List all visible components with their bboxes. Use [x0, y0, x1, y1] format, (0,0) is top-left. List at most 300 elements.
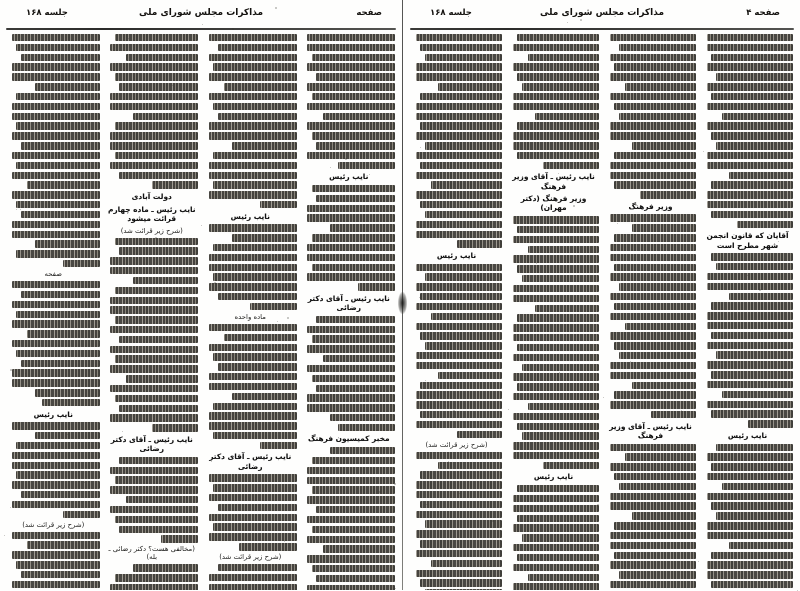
text-line: [307, 152, 395, 159]
text-line: [307, 122, 395, 129]
text-line: [312, 93, 395, 100]
text-line: [716, 512, 793, 519]
text-line: [16, 201, 99, 208]
text-line: [323, 545, 395, 552]
scan-speckle: [263, 366, 264, 367]
text-line: [416, 63, 502, 70]
text-line: [115, 152, 198, 159]
text-line: [707, 152, 793, 159]
text-line: [522, 432, 599, 439]
text-line: [513, 564, 599, 571]
text-line: [513, 295, 599, 302]
text-line: [610, 362, 696, 369]
text-line: [209, 533, 297, 540]
text-line: [707, 44, 793, 51]
text-line: [528, 574, 599, 581]
column-container-right: [408, 34, 796, 590]
text-line: [716, 263, 793, 270]
text-line: [513, 544, 599, 551]
text-line: [522, 534, 599, 541]
publication-title-left: مذاکرات مجلس شورای ملی: [138, 8, 264, 18]
text-line: [619, 571, 696, 578]
publication-title-right: مذاکرات مجلس شورای ملی: [539, 8, 665, 18]
text-line: [115, 476, 198, 483]
text-line: [416, 221, 502, 228]
text-line: [431, 313, 502, 320]
text-line: [232, 142, 297, 149]
speaker-heading: نایب رئیس: [230, 211, 270, 221]
text-line: [420, 579, 502, 586]
text-line: [126, 54, 198, 61]
text-line: [307, 345, 395, 352]
text-line: [711, 581, 793, 588]
text-line: [729, 293, 793, 300]
text-line: [416, 323, 502, 330]
scan-speckle: [288, 355, 290, 357]
text-line: [209, 162, 297, 169]
text-line: [110, 584, 198, 590]
text-line: [307, 516, 395, 523]
text-line: [614, 391, 696, 398]
text-line: [513, 442, 599, 449]
speaker-heading: نایب رئیس ـ آقای وزیر فرهنگ: [512, 172, 595, 191]
text-line: [457, 240, 503, 247]
text-line: [119, 247, 198, 254]
text-line: [115, 287, 198, 294]
speaker-heading: نایب رئیس: [436, 250, 477, 260]
text-line: [711, 502, 793, 509]
text-line: [610, 532, 696, 539]
text-line: [610, 581, 696, 588]
paragraph: [508, 485, 599, 590]
text-line: [209, 514, 297, 521]
speaker-heading: وزیر فرهنگ (دکتر مهران): [520, 194, 587, 213]
text-line: [232, 393, 297, 400]
text-line: [517, 423, 599, 430]
text-line: [513, 373, 599, 380]
text-line: [133, 277, 198, 284]
text-line: [610, 273, 696, 280]
scan-speckle: [617, 223, 618, 224]
text-line: [614, 552, 696, 559]
text-line: [625, 453, 696, 460]
text-line: [610, 401, 696, 408]
text-line: [307, 394, 395, 401]
text-line: [711, 371, 793, 378]
speaker-heading: نایب رئیس ـ آقای دکتر رضائی: [209, 452, 292, 471]
text-line: [312, 565, 395, 572]
text-line: [16, 44, 99, 51]
text-line: [420, 540, 502, 547]
text-line: [513, 324, 599, 331]
text-line: [517, 515, 599, 522]
inline-subheading: (شرح زیر قرائت شد): [120, 226, 183, 235]
text-line: [711, 132, 793, 139]
text-line: [707, 322, 793, 329]
text-line: [614, 152, 696, 159]
text-line: [707, 83, 793, 90]
text-line: [307, 365, 395, 372]
text-line: [425, 142, 502, 149]
column-container-left: [4, 34, 398, 590]
text-line: [711, 54, 793, 61]
text-line: [535, 113, 599, 120]
text-line: [218, 564, 297, 571]
text-line: [110, 365, 198, 372]
text-line: [416, 172, 502, 179]
text-line: [218, 504, 297, 511]
text-line: [416, 152, 502, 159]
text-line: [416, 264, 502, 271]
text-line: [312, 486, 395, 493]
text-line: [115, 395, 198, 402]
text-line: [307, 585, 395, 590]
text-line: [12, 481, 100, 488]
text-line: [420, 501, 502, 508]
text-line: [330, 224, 395, 231]
text-line: [312, 234, 395, 241]
text-line: [330, 447, 395, 454]
text-line: [12, 281, 100, 288]
text-line: [21, 211, 100, 218]
text-column: [505, 34, 602, 590]
text-line: [425, 520, 502, 527]
text-line: [716, 142, 793, 149]
text-line: [614, 234, 696, 241]
text-line: [517, 383, 599, 390]
text-line: [610, 444, 696, 451]
text-line: [619, 44, 696, 51]
text-line: [42, 399, 99, 406]
text-line: [420, 332, 502, 339]
text-line: [614, 63, 696, 70]
text-line: [416, 73, 502, 80]
speaker-heading: نایب رئیس: [533, 472, 574, 482]
text-line: [707, 283, 793, 290]
speaker-heading: نایب رئیس: [727, 430, 768, 440]
speaker-heading: نایب رئیس: [33, 409, 73, 419]
text-line: [209, 191, 297, 198]
text-line: [213, 152, 296, 159]
text-line: [707, 522, 793, 529]
text-line: [737, 221, 793, 228]
text-line: [513, 142, 599, 149]
text-line: [528, 246, 599, 253]
text-line: [528, 54, 599, 61]
text-column: [4, 34, 103, 590]
text-line: [63, 260, 100, 267]
scan-speckle: [580, 19, 582, 21]
page-header-right: [408, 6, 796, 27]
text-line: [513, 334, 599, 341]
text-line: [416, 113, 502, 120]
text-line: [16, 311, 99, 318]
text-line: [513, 354, 599, 361]
text-line: [416, 191, 502, 198]
text-line: [218, 44, 297, 51]
text-line: [12, 551, 100, 558]
scan-speckle: [426, 504, 427, 505]
speaker-heading: نایب رئیس ـ ماده چهارم قرائت میشود: [107, 204, 196, 223]
text-line: [218, 113, 297, 120]
text-line: [513, 255, 599, 262]
paragraph: [702, 253, 793, 427]
text-line: [716, 73, 793, 80]
inline-subheading: (شرح زیر قرائت شد): [425, 440, 488, 449]
paragraph: [508, 34, 599, 169]
text-line: [126, 496, 198, 503]
text-line: [416, 303, 502, 310]
text-line: [209, 283, 297, 290]
text-line: [420, 44, 502, 51]
text-line: [307, 34, 395, 41]
text-line: [707, 34, 793, 41]
text-line: [21, 142, 100, 149]
text-line: [16, 122, 99, 129]
text-line: [115, 316, 198, 323]
text-line: [307, 244, 395, 251]
text-line: [420, 411, 502, 418]
paragraph: [411, 452, 502, 590]
text-line: [12, 379, 100, 386]
text-line: [21, 54, 100, 61]
text-line: [707, 191, 793, 198]
scan-speckle: [459, 493, 460, 494]
speaker-heading: نایب رئیس ـ آقای دکتر رضائی: [110, 434, 193, 454]
text-line: [110, 346, 198, 353]
text-line: [224, 334, 296, 341]
text-line: [722, 113, 793, 120]
text-line: [209, 172, 297, 179]
text-line: [12, 103, 100, 110]
text-line: [218, 293, 297, 300]
text-line: [614, 342, 696, 349]
paragraph: [605, 34, 696, 199]
text-line: [522, 83, 599, 90]
text-line: [416, 352, 502, 359]
text-line: [119, 336, 198, 343]
text-line: [610, 313, 696, 320]
text-line: [110, 306, 198, 313]
text-line: [610, 54, 696, 61]
text-line: [425, 54, 502, 61]
text-line: [517, 265, 599, 272]
scan-speckle: [232, 28, 234, 30]
text-line: [707, 342, 793, 349]
text-line: [416, 570, 502, 577]
scan-speckle: [419, 297, 420, 298]
scan-speckle: [214, 282, 216, 284]
text-line: [610, 332, 696, 339]
text-line: [722, 391, 793, 398]
text-line: [625, 83, 696, 90]
text-line: [543, 462, 599, 469]
text-line: [209, 122, 297, 129]
text-line: [213, 403, 296, 410]
text-line: [35, 240, 100, 247]
text-line: [307, 44, 395, 51]
text-line: [420, 93, 502, 100]
scan-speckle: [508, 409, 509, 410]
text-line: [21, 291, 100, 298]
text-line: [21, 571, 100, 578]
text-line: [213, 181, 296, 188]
text-line: [16, 442, 99, 449]
text-line: [307, 326, 395, 333]
text-column: [300, 34, 399, 590]
text-line: [420, 122, 502, 129]
text-line: [610, 122, 696, 129]
text-line: [610, 93, 696, 100]
text-line: [16, 162, 99, 169]
paragraph: [7, 532, 100, 590]
text-line: [513, 413, 599, 420]
text-line: [619, 483, 696, 490]
text-line: [12, 452, 100, 459]
text-line: [12, 301, 100, 308]
speaker-heading: نایب رئیس ـ آقای دکتر رضائی: [307, 293, 390, 313]
text-line: [651, 411, 697, 418]
text-line: [307, 83, 395, 90]
text-line: [614, 264, 696, 271]
text-line: [431, 560, 502, 567]
text-line: [416, 530, 502, 537]
text-line: [209, 54, 297, 61]
header-rule-left: [6, 28, 396, 30]
text-line: [110, 326, 198, 333]
text-line: [21, 491, 100, 498]
text-line: [110, 267, 198, 274]
text-line: [316, 575, 395, 582]
gutter-ink-blot: [398, 292, 407, 314]
scan-speckle: [492, 520, 494, 522]
scan-speckle: [420, 147, 421, 148]
text-column: [103, 34, 202, 590]
text-line: [110, 506, 198, 513]
text-line: [729, 172, 793, 179]
inline-subheading: ماده واحده: [234, 312, 266, 321]
text-line: [307, 103, 395, 110]
text-line: [517, 314, 599, 321]
paragraph: [702, 34, 793, 228]
text-line: [517, 344, 599, 351]
text-line: [416, 132, 502, 139]
scan-speckle: [277, 321, 278, 322]
inline-subheading: (شرح زیر قرائت شد): [22, 520, 85, 529]
text-line: [513, 495, 599, 502]
text-line: [115, 516, 198, 523]
text-line: [610, 542, 696, 549]
text-line: [35, 389, 100, 396]
text-line: [543, 162, 599, 169]
text-line: [632, 224, 696, 231]
text-line: [12, 152, 100, 159]
text-line: [416, 283, 502, 290]
text-line: [209, 224, 297, 231]
text-line: [307, 63, 395, 70]
scan-speckle: [155, 237, 157, 239]
text-line: [513, 132, 599, 139]
text-line: [213, 353, 296, 360]
text-line: [21, 360, 100, 367]
header-rule-right: [410, 28, 794, 30]
text-line: [213, 63, 296, 70]
paragraph: [7, 281, 100, 406]
text-line: [213, 484, 296, 491]
text-line: [420, 471, 502, 478]
text-line: [707, 273, 793, 280]
paragraph: [204, 324, 297, 449]
text-line: [307, 496, 395, 503]
text-line: [610, 463, 696, 470]
text-line: [416, 481, 502, 488]
text-line: [12, 231, 100, 238]
text-line: [517, 485, 599, 492]
text-line: [213, 103, 296, 110]
speaker-heading: نایب رئیس ـ آقای وزیر فرهنگ: [609, 421, 692, 440]
text-line: [517, 34, 599, 41]
paragraph: [605, 214, 696, 418]
text-line: [209, 574, 297, 581]
text-line: [119, 83, 198, 90]
paragraph: [204, 474, 297, 550]
text-line: [614, 303, 696, 310]
text-line: [312, 264, 395, 271]
text-line: [358, 283, 395, 290]
text-line: [640, 191, 696, 198]
text-line: [12, 191, 100, 198]
text-line: [110, 132, 198, 139]
paragraph: [303, 185, 396, 291]
text-line: [110, 93, 198, 100]
text-line: [416, 452, 502, 459]
text-line: [707, 561, 793, 568]
text-line: [12, 34, 100, 41]
scan-speckle: [598, 566, 599, 567]
text-line: [711, 463, 793, 470]
text-line: [716, 351, 793, 358]
text-line: [330, 414, 395, 421]
paragraph: [303, 34, 396, 169]
text-line: [110, 257, 198, 264]
text-line: [110, 385, 198, 392]
text-line: [218, 363, 297, 370]
text-line: [416, 511, 502, 518]
text-line: [729, 542, 793, 549]
text-line: [610, 172, 696, 179]
text-line: [323, 355, 395, 362]
text-line: [316, 506, 395, 513]
text-line: [711, 181, 793, 188]
text-line: [513, 216, 599, 223]
text-line: [119, 172, 198, 179]
text-line: [610, 254, 696, 261]
text-line: [416, 231, 502, 238]
text-line: [110, 486, 198, 493]
text-line: [610, 493, 696, 500]
text-line: [420, 162, 502, 169]
text-line: [619, 113, 696, 120]
text-line: [338, 424, 395, 431]
text-line: [119, 405, 198, 412]
scan-speckle: [25, 364, 26, 365]
text-line: [707, 571, 793, 578]
text-line: [707, 532, 793, 539]
paragraph: [106, 34, 199, 189]
text-line: [513, 63, 599, 70]
text-line: [619, 352, 696, 359]
text-line: [312, 54, 395, 61]
